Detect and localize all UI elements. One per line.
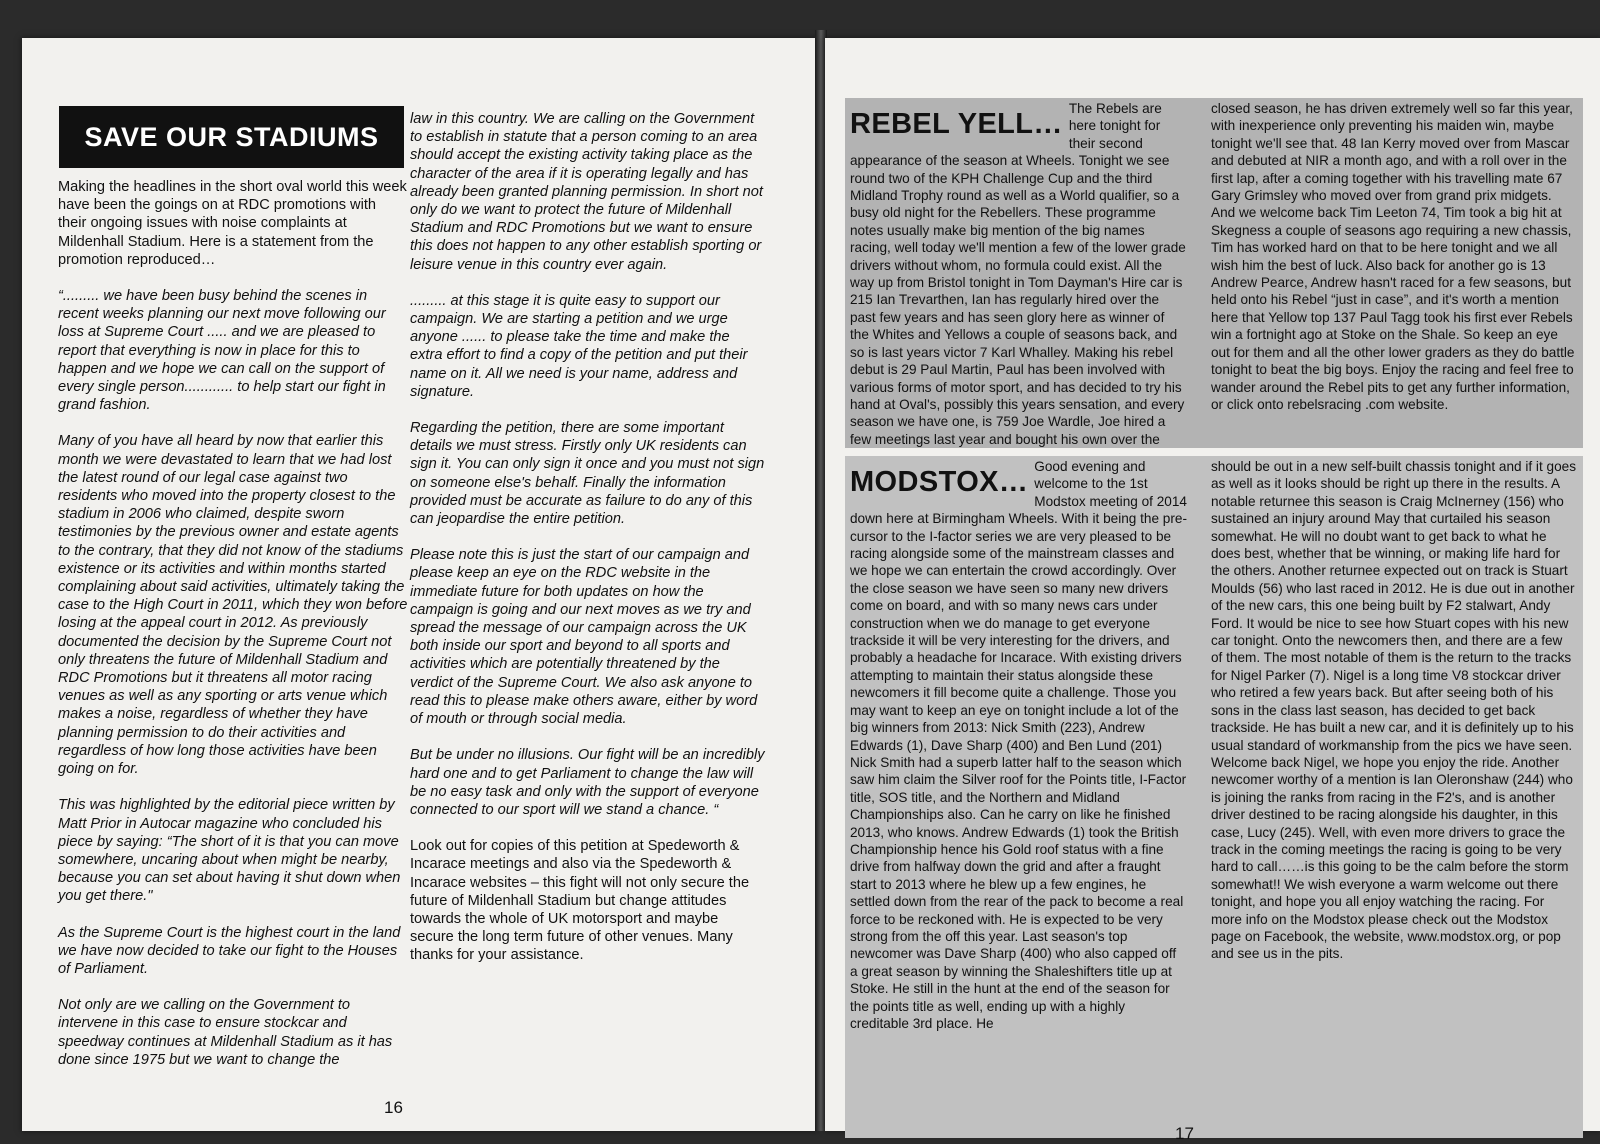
modstox-text-left: Good evening and welcome to the 1st Modstox meeting of 2014 down here at Birmingham Wheels. With it being the pre-cursor to the I-factor series we are very pleased to be racing alongside some of the mainstream classes and we hope we can entertain the crowd accordingly. Over the close season we have seen so many new drivers come on board, and with so many news cars under construction when we do manage to get everyone trackside it will be very interesting for the drivers, and probably a headache for Incarace. With existing drivers attempting to maintain their status alongside these newcomers it fill become quite a challenge. Those you may want to keep an eye on tonight include a lot of the big winners from 2013: Nick Smith (223), Andrew Edwards (1), Dave Sharp (400) and Ben Lund (201) Nick Smith had a superb latter half to the season which saw him claim the Silver roof for the Points title, I-Factor title, SOS title, and the Northern and Midland Championships also. Can he carry on like he finished 2013, who knows. Andrew Edwards (1) took the British Championship hence his Gold roof status with a fine drive from halfway down the grid and after a fraught start to 2013 where he blew up a few engines, he settled down from the rear of the pack to become a real force to be reckoned with. He is expected to be very strong from the off this year. Last season's top newcomer was Dave Sharp (400) who also capped off a great season by winning the Shaleshifters title up at Stoke. He still in the hunt at the end of the season for the points title as well, ending up with a highly creditable 3rd place. He	[850, 459, 1187, 1031]
paragraph: Making the headlines in the short oval world this week have been the goings on at RDC promotions with their ongoing issues with noise complaints at Mildenhall Stadium. Here is a statement from the promotion reproduced…	[58, 179, 407, 268]
rebel-yell-panel	[845, 98, 1583, 448]
modstox-column-left	[850, 458, 1187, 1032]
paragraph: Please note this is just the start of our campaign and please keep an eye on the RDC website in the immediate future for both updates on how the campaign is going and our next moves as we try and spread the message of our campaign across the UK both inside our sport and beyond to all sports and activities which are potentially threatened by the verdict of the Supreme Court. We also ask anyone to read this to please make others aware, either by word of mouth or through social media.	[410, 547, 758, 728]
paragraph: “......... we have been busy behind the scenes in recent weeks planning our next move following our loss at Supreme Court ..... and we are pleased to report that everything is now in place for this to happen and we hope we can call on the support of every single person............ to help start our fight in grand fashion.	[58, 288, 386, 414]
rebel-text-right: closed season, he has driven extremely well so far this year, with inexperience only preventing his maiden win, maybe tonight we'll see that. 48 Ian Kerry moved over from Mascar and debuted at NIR a month ago, and with a roll over in the first lap, after a coming together with his travelling mate 67 Gary Grimsley who moved over from grand prix midgets. And we welcome back Tim Leeton 74, Tim took a big hit at Skegness a couple of seasons ago requiring a new chassis, Tim has worked hard on that to be here tonight and we all wish him the best of luck. Also back for another go is 13 Andrew Pearce, Andrew hasn't raced for a few seasons, but held onto his Rebel “just in case”, and it's worth a mention here that Yellow top 137 Paul Tagg took his first ever Rebels win a fortnight ago at Stoke on the Shale. So keep an eye out for them and all the other lower graders as they do battle tonight to beat the big boys. Enjoy the racing and feel free to wander around the Rebel pits to get any further information, or click onto rebelsracing .com website.	[1211, 101, 1575, 412]
paragraph: As the Supreme Court is the highest court in the land we have now decided to take our fight to the Houses of Parliament.	[58, 924, 401, 977]
modstox-column-right	[1211, 458, 1576, 963]
modstox-text-right: should be out in a new self-built chassis tonight and if it goes as well as it looks should be right up there in the results. A notable returnee this season is Craig McInerney (156) who sustained an injury around May that curtailed his season somewhat. He will no doubt want to get back to what he does best, whether that be winning, or making life hard for the others. Another returnee expected out on track is Stuart Moulds (56) who last raced in 2012. He is due out in another of the new cars, this one being built by F2 stalwart, Andy Ford. It would be nice to see how Stuart copes with his new car tonight. Onto the newcomers then, and there are a few of them. The most notable of them is the return to the tracks for Nigel Parker (7). Nigel is a long time V8 stockcar driver who retired a few years back. But after seeing both of his sons in the class last season, has decided to get back trackside. He has built a new car, and it is definitely up to his usual standard of workmanship from the pics we have seen. Welcome back Nigel, we hope you enjoy the ride. Another newcomer worthy of a mention is Ian Oleronshaw (244) who is joining the ranks from racing in the F2's, and is another driver destined to be racing alongside his daughter, in this case, Lucy (245). Well, with even more drivers to grace the track in the coming meetings the racing is going to be very hard to call……is this going to be the calm before the storm somewhat!! We wish everyone a warm welcome out there tonight, and hope you all enjoy watching the racing. For more info on the Modstox please check out the Modstox page on Facebook, the website, www.modstox.org, or pop and see us in the pits.	[1211, 459, 1576, 962]
paragraph: Look out for copies of this petition at Spedeworth & Incarace meetings and also via the Spedeworth & Incarace websites – this fight will not only secure the future of Mildenhall Stadium but change attitudes towards the whole of UK motorsport and maybe secure the long term future of other venues. Many thanks for your assistance.	[410, 838, 750, 964]
left-column-2	[410, 110, 765, 983]
paragraph: Not only are we calling on the Government to intervene in this case to ensure stockcar and speedway continues at Mildenhall Stadium as it has done since 1975 but we want to change the	[58, 997, 393, 1068]
page-number: 17	[1175, 1124, 1194, 1143]
rebel-heading: REBEL YELL…	[850, 108, 1063, 140]
paragraph: This was highlighted by the editorial piece written by Matt Prior in Autocar magazine who concluded his piece by saying: “The short of it is that you can move somewhere, uncaring about when might be nearby, because you can set about having it shut down when you get there."	[58, 797, 401, 905]
modstox-heading: MODSTOX…	[850, 466, 1029, 498]
modstox-panel	[845, 456, 1583, 1138]
left-column-1	[58, 178, 408, 1087]
article-title: SAVE OUR STADIUMS	[59, 106, 404, 168]
paragraph: But be under no illusions. Our fight will be an incredibly hard one and to get Parliament to change the law will be no easy task and only with the support of everyone connected to our sport will we stand a chance. “	[410, 747, 765, 818]
paragraph: law in this country. We are calling on the Government to establish in statute that a person coming to an area should accept the existing activity taking place as the character of the area if it is operating legally and has already been granted planning permission. In short not only do we want to protect the future of Mildenhall Stadium and RDC Promotions but we want to ensure this does not happen to any other establish sporting or leisure venue in this country ever again.	[410, 111, 763, 273]
page-17	[825, 38, 1600, 1143]
rebel-text-left: The Rebels are here tonight for their second appearance of the season at Wheels. Tonight we see round two of the KPH Challenge Cup and the third Midland Trophy round as well as a World qualifier, so a busy old night for the Rebellers. These programme notes usually make big mention of the big names racing, well today we'll mention a few of the lower grade drivers without whom, no formula could exist. All the way up from Bristol tonight in Tom Dayman's Hire car is 215 Ian Trevarthen, Ian has regularly hired over the past few years and has seen glory here as winner of the Whites and Yellows a couple of seasons back, and so is last years victor 7 Karl Whalley. Making his rebel debut is 29 Paul Martin, Paul has been involved with various forms of motor sport, and has decided to try his hand at Oval's, possibly this years sensation, and every season we have one, is 759 Joe Wardle, Joe hired a few meetings last year and bought his own over the	[850, 101, 1186, 447]
paragraph: Regarding the petition, there are some important details we must stress. Firstly only UK residents can sign it. You can only sign it once and you must not sign on someone else's behalf. Finally the information provided must be accurate as failure to do any of this can jeopardise the entire petition.	[410, 420, 765, 528]
page-16	[22, 38, 817, 1131]
rebel-column-left	[850, 100, 1187, 448]
page-number: 16	[384, 1098, 403, 1117]
paragraph: Many of you have all heard by now that earlier this month we were devastated to learn that we had lost the latest round of our legal case against two residents who moved into the property closest to the stadium in 2006 who claimed, despite sworn testimonies by the previous owner and estate agents to the contrary, that they did not know of the stadiums existence or its activities and within months started complaining about said activities, ultimately taking the case to the High Court in 2011, which they won before losing at the appeal court in 2012. As previously documented the decision by the Supreme Court not only threatens the future of Mildenhall Stadium and RDC Promotions but it threatens all motor racing venues as well as any sporting or arts venue which makes a noise, regardless of whether they have planning permission to do their activities and regardless of how long those activities have been going on for.	[58, 433, 408, 778]
rebel-column-right	[1211, 100, 1576, 413]
paragraph: ......... at this stage it is quite easy to support our campaign. We are starting a petition and we urge anyone ...... to please take the time and make the extra effort to find a copy of the petition and put their name on it. All we need is your name, address and signature.	[410, 292, 748, 400]
